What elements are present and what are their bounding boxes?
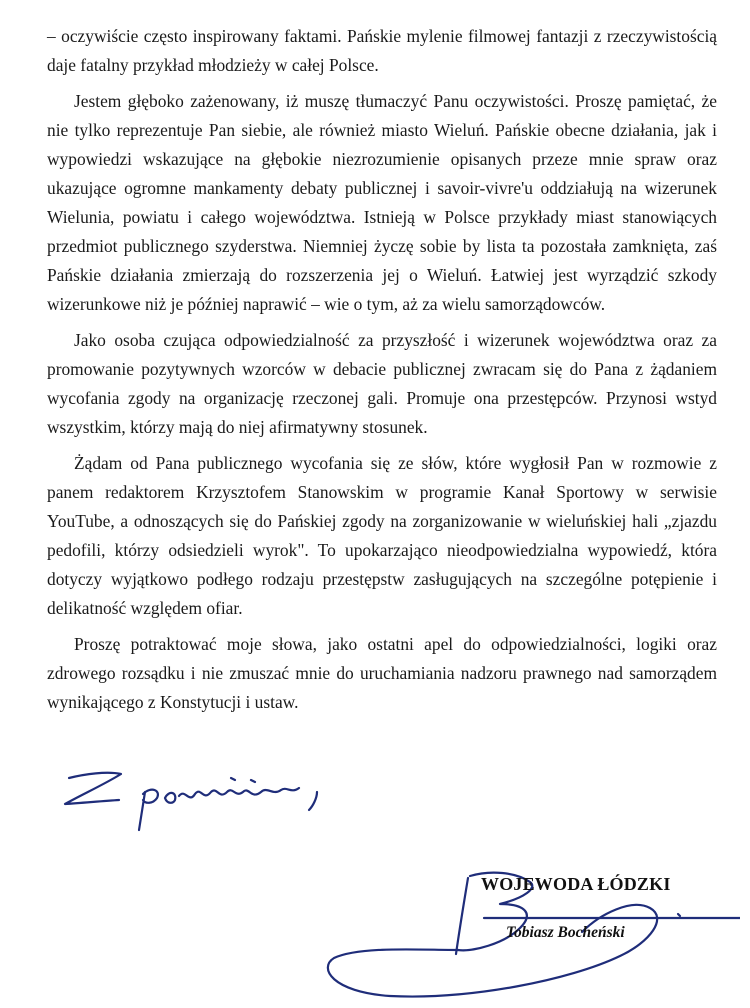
- letter-body: [47, 22, 717, 724]
- handwritten-closing: [55, 758, 345, 838]
- official-stamp: [320, 858, 740, 1008]
- paragraph-5: Proszę potraktować moje słowa, jako ostatni apel do odpowiedzialności, logiki oraz zdrowego rozsądku i nie zmuszać mnie do uruchamiania nadzoru prawnego nad samorządem wynikającego z Konstytucji i ustaw.: [47, 634, 717, 712]
- stamp-title: WOJEWODA ŁÓDZKI: [481, 874, 671, 894]
- paragraph-2: Jestem głęboko zażenowany, iż muszę tłumaczyć Panu oczywistości. Proszę pamiętać, że nie tylko reprezentuje Pan siebie, ale również miasto Wieluń. Pańskie obecne działania, jak i wypowiedzi wskazujące na głębokie niezrozumienie opisanych przeze mnie spraw oraz ukazujące ogromne mankamenty debaty publicznej i savoir-vivre'u oddziałują na wizerunek Wielunia, powiatu i całego województwa. Istnieją w Polsce przykłady miast stanowiących przedmiot publicznego szyderstwa. Niemniej życzę sobie by lista ta pozostała zamknięta, zaś Pańskie działania zmierzają do rozszerzenia jej o Wieluń. Łatwiej jest wyrządzić szkody wizerunkowe niż je później naprawić – wie o tym, aż za wielu samorządowców.: [47, 91, 717, 314]
- paragraph-4: Żądam od Pana publicznego wycofania się ze słów, które wygłosił Pan w rozmowie z panem redaktorem Krzysztofem Stanowskim w programie Kanał Sportowy w serwisie YouTube, a odnoszących się do Pańskiej zgody na zorganizowanie w wieluńskiej hali „zjazdu pedofili, którzy odsiedzieli wyrok". To upokarzająco nieodpowiedzialna wypowiedź, która dotyczy wyjątkowo podłego rodzaju przestępstw zasługujących na szczególne potępienie i delikatność względem ofiar.: [47, 453, 717, 618]
- paragraph-3: Jako osoba czująca odpowiedzialność za przyszłość i wizerunek województwa oraz za promowanie pozytywnych wzorców w debacie publicznej zwracam się do Pana z żądaniem wycofania zgody na organizację rzeczonej gali. Promuje ona przestępców. Przynosi wstyd wszystkim, którzy mają do niej afirmatywny stosunek.: [47, 330, 717, 437]
- stamp-name: Tobiasz Bocheński: [506, 924, 625, 941]
- paragraph-1: – oczywiście często inspirowany faktami. Pańskie mylenie filmowej fantazji z rzeczywistością daje fatalny przykład młodzieży w całej Polsce.: [47, 26, 717, 75]
